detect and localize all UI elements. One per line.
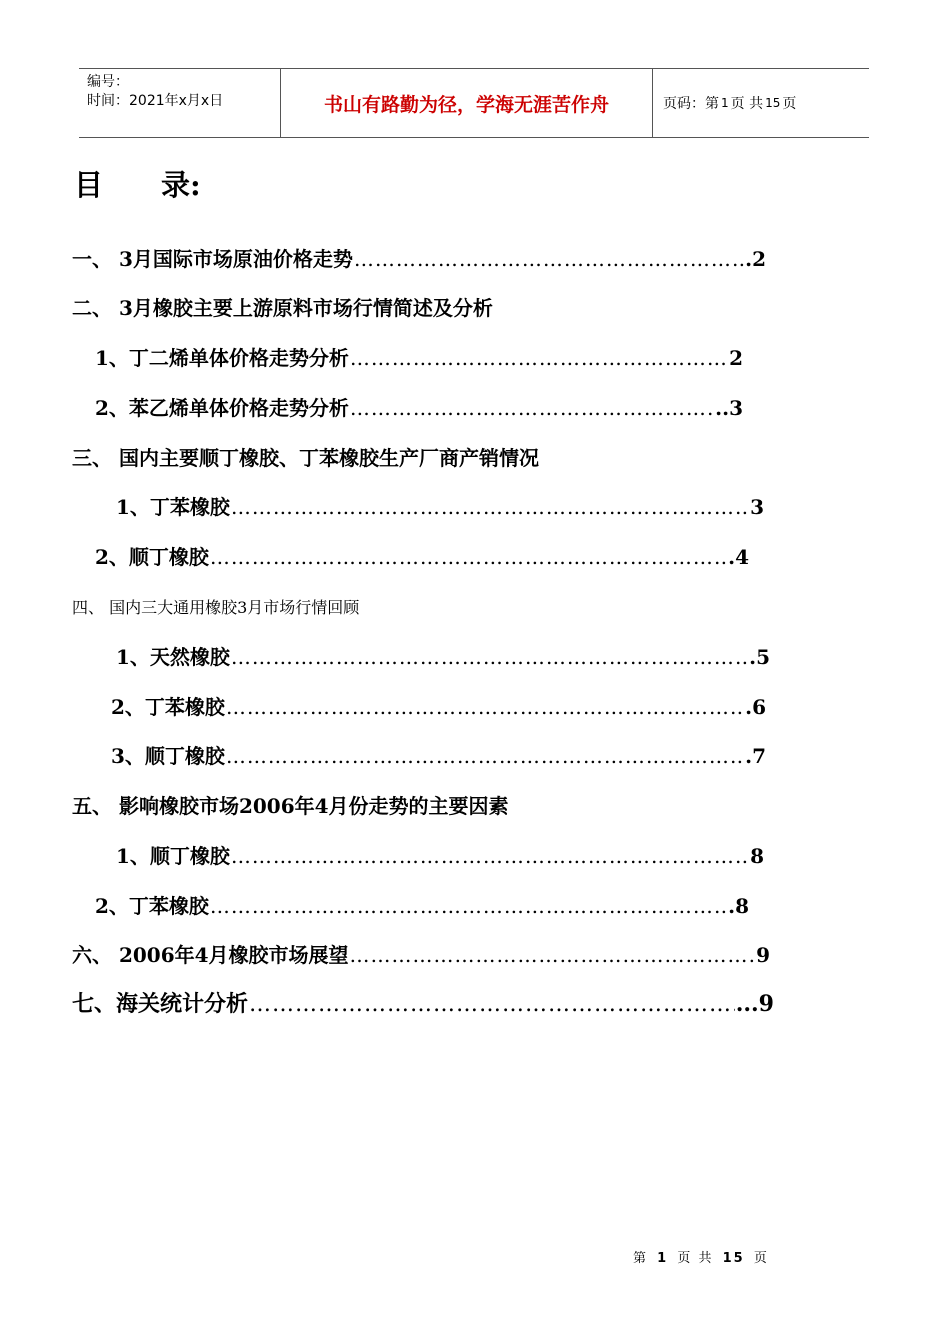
toc-entry-page: .8	[728, 894, 749, 918]
toc-leader-dots	[226, 692, 744, 722]
toc-leader-dots	[210, 542, 727, 572]
toc-entry[interactable]	[72, 293, 493, 323]
toc-leader-dots	[350, 343, 728, 373]
toc-entry-label: 2、丁苯橡胶	[111, 695, 225, 719]
toc-entry-page: .5	[749, 645, 770, 669]
toc-entry-page: 2	[729, 346, 743, 370]
toc-entry[interactable]	[111, 741, 766, 771]
document-time-label: 时间：2021年x月x日	[87, 93, 224, 109]
toc-entry-page: .6	[745, 695, 766, 719]
toc-leader-dots	[231, 642, 748, 672]
footer-mid: 页 共	[677, 1251, 714, 1266]
footer-prefix: 第	[633, 1251, 649, 1266]
toc-leader-dots	[350, 393, 714, 423]
toc-leader-dots	[354, 244, 744, 274]
toc-entry-page: ...9	[735, 991, 774, 1017]
document-code-label: 编号：	[87, 74, 129, 90]
toc-entry[interactable]	[95, 393, 743, 423]
header-motto: 书山有路勤为径，学海无涯苦作舟	[280, 69, 653, 137]
toc-leader-dots	[350, 940, 756, 970]
toc-title-part-b: 录:	[161, 168, 201, 202]
page-header	[79, 68, 869, 138]
toc-leader-dots	[210, 891, 727, 921]
toc-entry-page: .7	[745, 744, 766, 768]
toc-entry[interactable]	[116, 642, 770, 672]
toc-entry[interactable]	[72, 593, 359, 623]
toc-entry-label: 七、海关统计分析	[72, 991, 249, 1017]
toc-title-part-a: 目	[74, 168, 104, 202]
toc-entry[interactable]	[72, 940, 770, 970]
footer-suffix: 页	[753, 1251, 769, 1266]
toc-leader-dots	[226, 741, 744, 771]
toc-entry[interactable]	[72, 791, 509, 821]
toc-entry-label: 四、 国内三大通用橡胶3月市场行情回顾	[72, 598, 360, 617]
toc-entry-label: 1、丁二烯单体价格走势分析	[95, 346, 349, 370]
toc-entry-label: 2、苯乙烯单体价格走势分析	[95, 396, 349, 420]
toc-entry-label: 三、 国内主要顺丁橡胶、丁苯橡胶生产厂商产销情况	[72, 446, 539, 470]
footer-page-current: 1	[657, 1251, 669, 1266]
toc-entry-page: .2	[745, 247, 766, 271]
header-page-mid: 页 共	[730, 96, 764, 112]
toc-entry-label: 2、丁苯橡胶	[95, 894, 209, 918]
toc-entry-label: 1、天然橡胶	[116, 645, 230, 669]
toc-entry[interactable]	[95, 891, 749, 921]
toc-entry[interactable]	[72, 244, 766, 274]
toc-entry-page: 8	[750, 844, 764, 868]
toc-entry-label: 五、 影响橡胶市场2006年4月份走势的主要因素	[72, 794, 509, 818]
toc-entry[interactable]	[116, 492, 764, 522]
toc-entry[interactable]	[72, 989, 774, 1019]
toc-entry-label: 2、顺丁橡胶	[95, 545, 209, 569]
header-page-current: 1	[721, 96, 729, 110]
toc-entry-label: 六、 2006年4月橡胶市场展望	[72, 943, 349, 967]
footer-page-total: 15	[722, 1251, 745, 1266]
toc-entry-page: ..3	[715, 396, 743, 420]
toc-entry[interactable]	[95, 542, 749, 572]
header-page-info	[653, 69, 869, 137]
toc-entry-page: 9	[756, 943, 770, 967]
toc-entry-label: 一、 3月国际市场原油价格走势	[72, 247, 353, 271]
toc-entry[interactable]	[95, 343, 743, 373]
toc-entry-label: 二、 3月橡胶主要上游原料市场行情简述及分析	[72, 296, 493, 320]
toc-entry[interactable]	[72, 443, 539, 473]
header-page-total: 15	[765, 96, 781, 110]
toc-leader-dots	[249, 990, 735, 1019]
page-footer	[633, 1247, 769, 1266]
header-page-suffix: 页	[782, 96, 797, 112]
toc-entry[interactable]	[116, 841, 764, 871]
header-page-prefix: 页码：第	[663, 96, 719, 112]
toc-entry-label: 1、丁苯橡胶	[116, 495, 230, 519]
toc-title	[74, 163, 201, 204]
toc-entry-label: 1、顺丁橡胶	[116, 844, 230, 868]
toc-entry-page: 3	[750, 495, 764, 519]
toc-entry-page: .4	[728, 545, 749, 569]
toc-entry-label: 3、顺丁橡胶	[111, 744, 225, 768]
toc-leader-dots	[231, 492, 749, 522]
header-meta	[79, 69, 280, 137]
toc-leader-dots	[231, 841, 749, 871]
toc-entry[interactable]	[111, 692, 766, 722]
